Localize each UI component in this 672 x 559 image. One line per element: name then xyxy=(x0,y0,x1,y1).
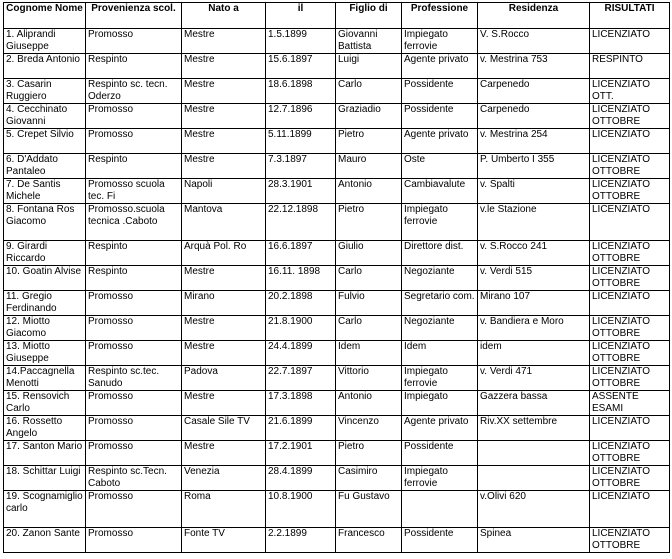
cell-name: 4. Cecchinato Giovanni xyxy=(4,104,86,129)
cell-result: LICENZIATO OTTOBRE xyxy=(590,241,670,266)
cell-provenienza: Promosso xyxy=(86,291,182,316)
cell-birthplace: Mestre xyxy=(182,391,266,416)
table-row xyxy=(4,441,670,466)
cell-profession: Impiegato ferrovie xyxy=(402,204,478,241)
table-row xyxy=(4,491,670,528)
cell-birthdate: 5.11.1899 xyxy=(266,129,336,154)
cell-birthplace: Mestre xyxy=(182,104,266,129)
cell-result: LICENZIATO OTTOBRE xyxy=(590,154,670,179)
cell-father: Luigi xyxy=(336,54,402,79)
cell-residence xyxy=(478,466,590,491)
cell-profession: Idem xyxy=(402,341,478,366)
table-row xyxy=(4,79,670,104)
cell-provenienza: Respinto xyxy=(86,266,182,291)
table-row xyxy=(4,154,670,179)
cell-profession: Impiegato ferrovie xyxy=(402,466,478,491)
table-row xyxy=(4,129,670,154)
cell-provenienza: Promosso xyxy=(86,391,182,416)
cell-provenienza: Respinto sc. tecn. Oderzo xyxy=(86,79,182,104)
cell-birthdate: 24.4.1899 xyxy=(266,341,336,366)
cell-profession: Possidente xyxy=(402,104,478,129)
cell-birthplace: Mestre xyxy=(182,154,266,179)
cell-provenienza: Respinto sc.tec. Sanudo xyxy=(86,366,182,391)
cell-name: 13. Miotto Giuseppe xyxy=(4,341,86,366)
header-professione: Professione xyxy=(402,3,478,29)
cell-result: RESPINTO xyxy=(590,54,670,79)
cell-result: LICENZIATO xyxy=(590,129,670,154)
cell-residence: v. Verdi 515 xyxy=(478,266,590,291)
cell-provenienza: Promosso xyxy=(86,416,182,441)
cell-profession: Agente privato xyxy=(402,416,478,441)
cell-name: 19. Scognamiglio carlo xyxy=(4,491,86,528)
cell-residence: Carpenedo xyxy=(478,79,590,104)
table-row xyxy=(4,291,670,316)
cell-profession: Possidente xyxy=(402,528,478,553)
table-row xyxy=(4,391,670,416)
cell-birthplace: Venezia xyxy=(182,466,266,491)
cell-residence: v. Mestrina 753 xyxy=(478,54,590,79)
cell-birthdate: 22.7.1897 xyxy=(266,366,336,391)
cell-residence: V. S.Rocco xyxy=(478,29,590,54)
header-risultati: RISULTATI xyxy=(590,3,670,29)
cell-profession: Cambiavalute xyxy=(402,179,478,204)
cell-birthplace: Mestre xyxy=(182,54,266,79)
cell-name: 20. Zanon Sante xyxy=(4,528,86,553)
cell-father: Pietro xyxy=(336,204,402,241)
cell-birthdate: 21.8.1900 xyxy=(266,316,336,341)
cell-birthdate: 28.4.1899 xyxy=(266,466,336,491)
cell-result: LICENZIATO xyxy=(590,491,670,528)
cell-profession: Impiegato xyxy=(402,391,478,416)
header-provenienza: Provenienza scol. xyxy=(86,3,182,29)
cell-birthplace: Mestre xyxy=(182,29,266,54)
cell-father: Vittorio xyxy=(336,366,402,391)
cell-residence: Riv.XX settembre xyxy=(478,416,590,441)
cell-residence: v. Spalti xyxy=(478,179,590,204)
cell-birthplace: Mestre xyxy=(182,316,266,341)
cell-result: LICENZIATO OTTOBRE xyxy=(590,441,670,466)
cell-profession: Impiegato ferrovie xyxy=(402,29,478,54)
cell-provenienza: Respinto xyxy=(86,54,182,79)
cell-birthdate: 21.6.1899 xyxy=(266,416,336,441)
cell-birthdate: 12.7.1896 xyxy=(266,104,336,129)
cell-name: 7. De Santis Michele xyxy=(4,179,86,204)
cell-name: 1. Aliprandi Giuseppe xyxy=(4,29,86,54)
cell-birthdate: 22.12.1898 xyxy=(266,204,336,241)
cell-birthplace: Napoli xyxy=(182,179,266,204)
cell-birthdate: 17.2.1901 xyxy=(266,441,336,466)
table-row xyxy=(4,204,670,241)
header-figlio-di: Figlio di xyxy=(336,3,402,29)
cell-father: Mauro xyxy=(336,154,402,179)
cell-birthdate: 17.3.1898 xyxy=(266,391,336,416)
cell-provenienza: Respinto xyxy=(86,154,182,179)
cell-father: Antonio xyxy=(336,391,402,416)
cell-name: 11. Gregio Ferdinando xyxy=(4,291,86,316)
cell-result: LICENZIATO xyxy=(590,416,670,441)
cell-result: LICENZIATO xyxy=(590,291,670,316)
cell-residence: idem xyxy=(478,341,590,366)
cell-father: Idem xyxy=(336,341,402,366)
cell-result: LICENZIATO xyxy=(590,29,670,54)
cell-birthdate: 10.8.1900 xyxy=(266,491,336,528)
cell-father: Francesco xyxy=(336,528,402,553)
cell-result: LICENZIATO OTTOBRE xyxy=(590,316,670,341)
cell-father: Giovanni Battista xyxy=(336,29,402,54)
cell-name: 14.Paccagnella Menotti xyxy=(4,366,86,391)
cell-father: Casimiro xyxy=(336,466,402,491)
table-row xyxy=(4,366,670,391)
cell-father: Carlo xyxy=(336,79,402,104)
table-row xyxy=(4,528,670,553)
header-row xyxy=(4,3,670,29)
cell-profession: Segretario com. xyxy=(402,291,478,316)
cell-result: LICENZIATO OTTOBRE xyxy=(590,366,670,391)
cell-name: 16. Rossetto Angelo xyxy=(4,416,86,441)
cell-name: 8. Fontana Ros Giacomo xyxy=(4,204,86,241)
cell-father: Fulvio xyxy=(336,291,402,316)
cell-birthdate: 15.6.1897 xyxy=(266,54,336,79)
cell-profession: Possidente xyxy=(402,441,478,466)
cell-provenienza: Promosso xyxy=(86,129,182,154)
cell-father: Carlo xyxy=(336,266,402,291)
cell-birthplace: Roma xyxy=(182,491,266,528)
cell-provenienza: Promosso xyxy=(86,528,182,553)
cell-result: LICENZIATO OTTOBRE xyxy=(590,528,670,553)
cell-name: 3. Casarin Ruggiero xyxy=(4,79,86,104)
cell-residence: v. Bandiera e Moro xyxy=(478,316,590,341)
cell-result: LICENZIATO xyxy=(590,204,670,241)
cell-birthplace: Mestre xyxy=(182,266,266,291)
table-row xyxy=(4,54,670,79)
cell-name: 5. Crepet Silvio xyxy=(4,129,86,154)
cell-residence: v. Mestrina 254 xyxy=(478,129,590,154)
cell-name: 6. D'Addato Pantaleo xyxy=(4,154,86,179)
cell-father: Pietro xyxy=(336,129,402,154)
cell-father: Vincenzo xyxy=(336,416,402,441)
header-il: il xyxy=(266,3,336,29)
cell-profession: Negoziante xyxy=(402,316,478,341)
cell-birthplace: Mantova xyxy=(182,204,266,241)
cell-residence: Carpenedo xyxy=(478,104,590,129)
cell-birthdate: 2.2.1899 xyxy=(266,528,336,553)
cell-provenienza: Promosso xyxy=(86,29,182,54)
cell-provenienza: Respinto xyxy=(86,241,182,266)
cell-profession: Negoziante xyxy=(402,266,478,291)
cell-result: LICENZIATO OTTOBRE xyxy=(590,466,670,491)
cell-father: Graziadio xyxy=(336,104,402,129)
table-row xyxy=(4,341,670,366)
cell-profession: Oste xyxy=(402,154,478,179)
cell-provenienza: Promosso xyxy=(86,104,182,129)
cell-birthdate: 7.3.1897 xyxy=(266,154,336,179)
cell-provenienza: Promosso xyxy=(86,316,182,341)
student-register-table xyxy=(3,2,670,553)
cell-father: Fu Gustavo xyxy=(336,491,402,528)
cell-result: LICENZIATO OTTOBRE xyxy=(590,104,670,129)
cell-birthplace: Casale Sile TV xyxy=(182,416,266,441)
cell-birthdate: 1.5.1899 xyxy=(266,29,336,54)
cell-result: ASSENTE ESAMI xyxy=(590,391,670,416)
cell-name: 17. Santon Mario xyxy=(4,441,86,466)
cell-profession: Impiegato ferrovie xyxy=(402,366,478,391)
table-row xyxy=(4,466,670,491)
cell-birthplace: Fonte TV xyxy=(182,528,266,553)
cell-profession: Direttore dist. xyxy=(402,241,478,266)
table-row xyxy=(4,316,670,341)
cell-profession: Possidente xyxy=(402,79,478,104)
cell-name: 12. Miotto Giacomo xyxy=(4,316,86,341)
cell-birthdate: 16.11. 1898 xyxy=(266,266,336,291)
table-row xyxy=(4,179,670,204)
cell-residence: Mirano 107 xyxy=(478,291,590,316)
cell-father: Giulio xyxy=(336,241,402,266)
cell-profession: Agente privato xyxy=(402,54,478,79)
header-residenza: Residenza xyxy=(478,3,590,29)
cell-residence: Gazzera bassa xyxy=(478,391,590,416)
cell-result: LICENZIATO OTTOBRE xyxy=(590,341,670,366)
header-cognome-nome: Cognome Nome xyxy=(4,3,86,29)
cell-result: LICENZIATO OTTOBRE xyxy=(590,179,670,204)
cell-provenienza: Promosso xyxy=(86,491,182,528)
cell-birthplace: Arquà Pol. Ro xyxy=(182,241,266,266)
table-row xyxy=(4,104,670,129)
cell-provenienza: Respinto sc.Tecn. Caboto xyxy=(86,466,182,491)
cell-birthdate: 16.6.1897 xyxy=(266,241,336,266)
cell-father: Pietro xyxy=(336,441,402,466)
cell-birthplace: Mirano xyxy=(182,291,266,316)
cell-father: Carlo xyxy=(336,316,402,341)
cell-birthdate: 28.3.1901 xyxy=(266,179,336,204)
cell-profession xyxy=(402,491,478,528)
cell-birthdate: 18.6.1898 xyxy=(266,79,336,104)
cell-residence: P. Umberto I 355 xyxy=(478,154,590,179)
cell-result: LICENZIATO OTT. xyxy=(590,79,670,104)
cell-father: Antonio xyxy=(336,179,402,204)
cell-name: 9. Girardi Riccardo xyxy=(4,241,86,266)
cell-residence: v.le Stazione xyxy=(478,204,590,241)
cell-birthdate: 20.2.1898 xyxy=(266,291,336,316)
table-row xyxy=(4,416,670,441)
header-nato-a: Nato a xyxy=(182,3,266,29)
cell-birthplace: Mestre xyxy=(182,341,266,366)
cell-residence: v. S.Rocco 241 xyxy=(478,241,590,266)
cell-birthplace: Mestre xyxy=(182,441,266,466)
cell-name: 10. Goatin Alvise xyxy=(4,266,86,291)
cell-result: LICENZIATO OTTOBRE xyxy=(590,266,670,291)
table-row xyxy=(4,241,670,266)
cell-residence xyxy=(478,441,590,466)
cell-birthplace: Mestre xyxy=(182,129,266,154)
table-row xyxy=(4,29,670,54)
cell-birthplace: Padova xyxy=(182,366,266,391)
cell-name: 15. Rensovich Carlo xyxy=(4,391,86,416)
cell-provenienza: Promosso xyxy=(86,341,182,366)
cell-name: 2. Breda Antonio xyxy=(4,54,86,79)
cell-birthplace: Mestre xyxy=(182,79,266,104)
cell-residence: v. Verdi 471 xyxy=(478,366,590,391)
cell-provenienza: Promosso.scuola tecnica .Caboto xyxy=(86,204,182,241)
cell-residence: v.Olivi 620 xyxy=(478,491,590,528)
cell-provenienza: Promosso xyxy=(86,441,182,466)
cell-name: 18. Schittar Luigi xyxy=(4,466,86,491)
cell-residence: Spinea xyxy=(478,528,590,553)
cell-profession: Agente privato xyxy=(402,129,478,154)
table-row xyxy=(4,266,670,291)
cell-provenienza: Promosso scuola tec. Fi xyxy=(86,179,182,204)
